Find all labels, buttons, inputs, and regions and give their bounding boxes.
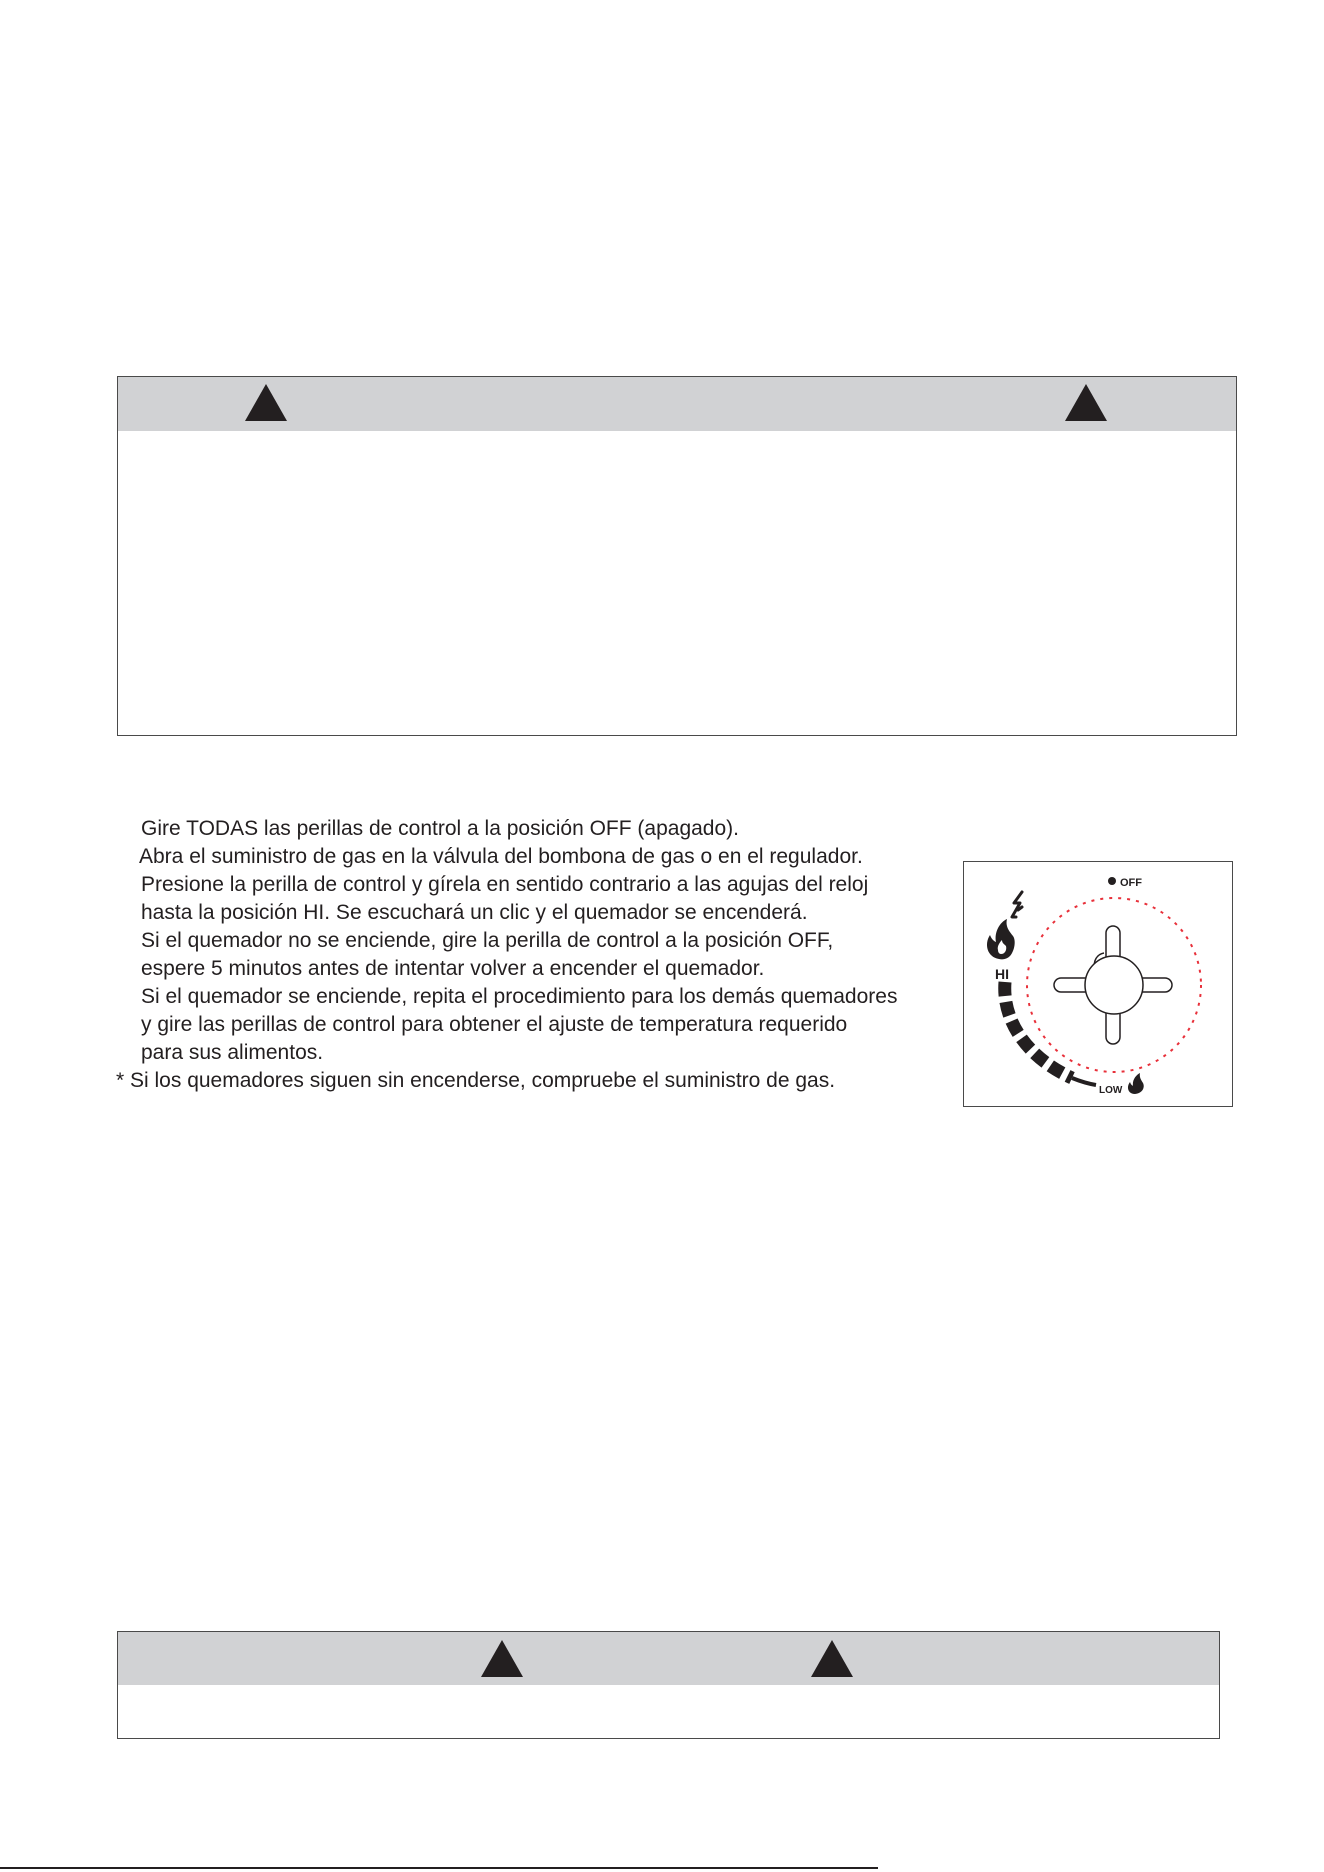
step-line: hasta la posición HI. Se escuchará un clic y el quemador se encenderá.: [141, 901, 808, 924]
step-line: Abra el suministro de gas en la válvula del bombona de gas o en el regulador.: [139, 845, 863, 868]
off-dot-icon: [1108, 877, 1116, 885]
heat-arc-tail: [1072, 1078, 1096, 1085]
step-line: Si el quemador no se enciende, gire la perilla de control a la posición OFF,: [141, 929, 834, 952]
step-line: Si el quemador se enciende, repita el procedimiento para los demás quemadores: [141, 985, 898, 1008]
warning-triangle-icon: [1065, 384, 1107, 421]
warning-box-bottom: [117, 1631, 1220, 1739]
step-line: y gire las perillas de control para obtener el ajuste de temperatura requerido: [141, 1013, 848, 1036]
footer-rule: [0, 1867, 878, 1869]
low-label: LOW: [1099, 1085, 1123, 1096]
knob-diagram-svg: [964, 862, 1234, 1108]
step-line: espere 5 minutos antes de intentar volver a encender el quemador.: [141, 957, 765, 980]
warning-header-band: [118, 1632, 1219, 1685]
note-text: * Si los quemadores siguen sin encenderse, compruebe el suministro de gas.: [116, 1069, 836, 1092]
step-line: para sus alimentos.: [141, 1041, 324, 1064]
step-line: Gire TODAS las perillas de control a la posición OFF (apagado).: [141, 817, 739, 840]
spark-icon: [1012, 892, 1022, 917]
heat-arc: [1005, 982, 1072, 1078]
control-knob: [1054, 926, 1172, 1044]
warning-triangle-icon: [245, 384, 287, 421]
flame-icon: [987, 919, 1015, 959]
warning-box-top: [117, 376, 1237, 736]
warning-triangle-icon: [811, 1640, 853, 1677]
off-label: OFF: [1120, 877, 1142, 889]
knob-diagram: [963, 861, 1233, 1107]
hi-label: HI: [995, 966, 1009, 982]
warning-header-band: [118, 377, 1236, 431]
step-line: Presione la perilla de control y gírela en sentido contrario a las agujas del reloj: [141, 873, 869, 896]
lighting-instructions: [116, 815, 956, 1095]
small-flame-icon: [1128, 1073, 1144, 1094]
warning-triangle-icon: [481, 1640, 523, 1677]
